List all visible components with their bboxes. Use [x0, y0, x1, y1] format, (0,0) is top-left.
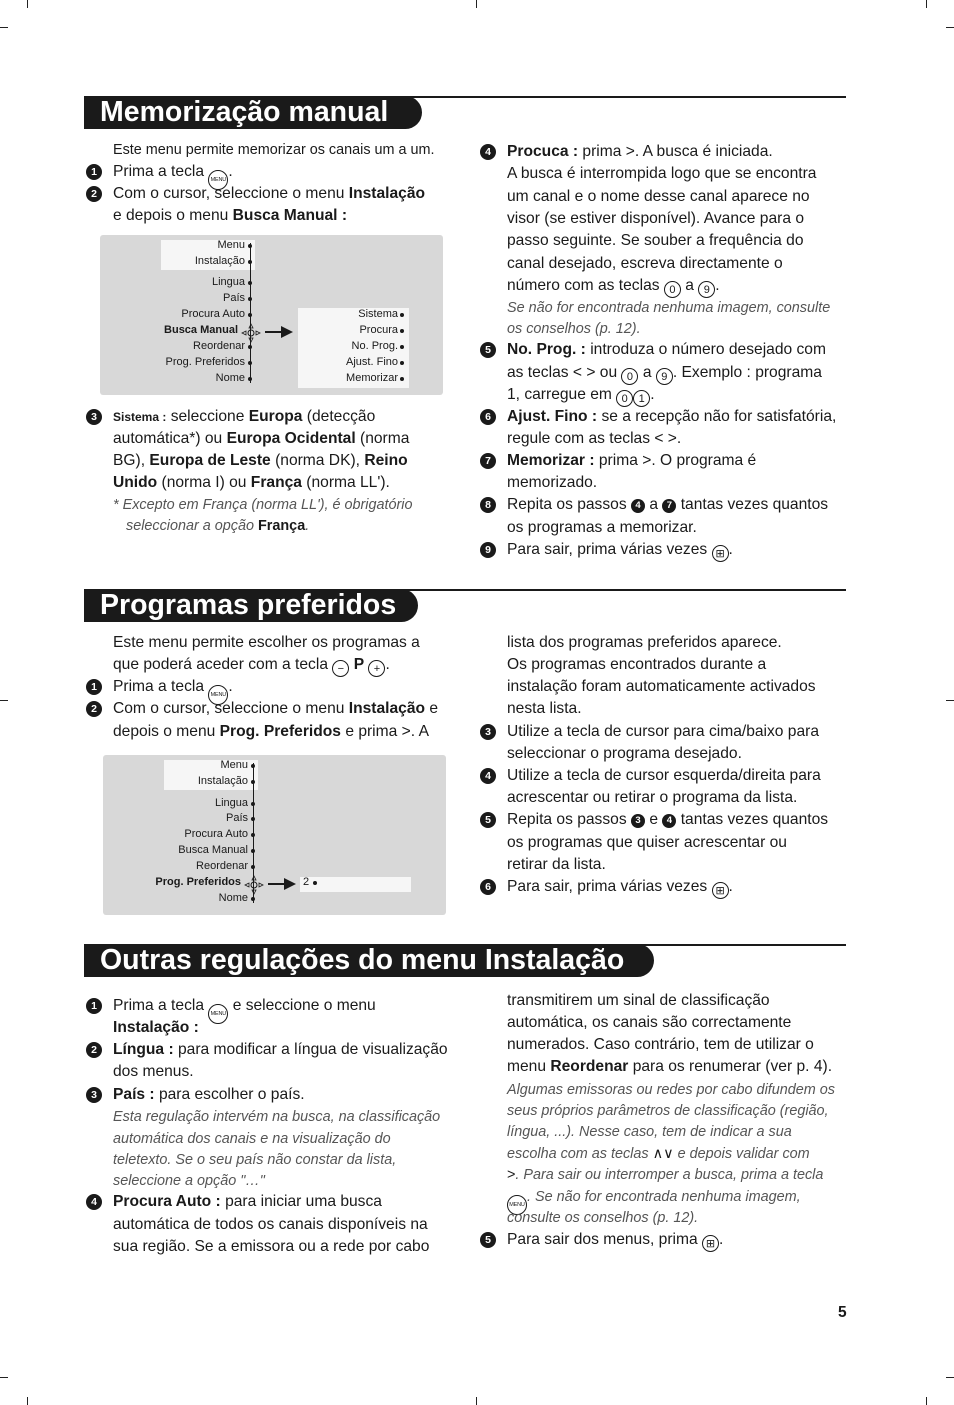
- menu-dot: [251, 833, 255, 837]
- right-line2: Os programas encontrados durante a: [507, 656, 767, 673]
- menu-header-item: Instalação: [197, 775, 248, 787]
- text: introduza o número desejado com: [590, 341, 826, 358]
- step-4-line7: [507, 275, 720, 298]
- text: Para sair dos menus, prima: [507, 1231, 698, 1248]
- step-number: 3: [480, 724, 496, 740]
- digit-key-icon: 0: [616, 390, 633, 407]
- right-line1: lista dos programas preferidos aparece.: [507, 634, 782, 651]
- text: a: [649, 496, 658, 513]
- right-line4: nesta lista.: [507, 700, 582, 717]
- intro-line2: [113, 654, 390, 677]
- menu-dot: [251, 897, 255, 901]
- bold-term: Reordenar: [550, 1058, 629, 1075]
- cursor-cross-icon: [244, 875, 264, 895]
- crop-mark: [0, 700, 8, 701]
- intro-line1: Este menu permite escolher os programas a: [113, 634, 420, 651]
- text: depois o menu: [113, 723, 216, 740]
- menu-dot: [251, 849, 255, 853]
- step-3-line1: [113, 406, 375, 428]
- step-5-line3: retirar da lista.: [507, 856, 606, 873]
- punct: .: [385, 656, 390, 673]
- text: que poderá aceder com a tecla: [113, 656, 328, 673]
- right-line1: transmitirem um sinal de classificação: [507, 992, 770, 1009]
- text: as teclas: [507, 364, 569, 381]
- footnote: * Excepto em França (norma LL'), é obrigatório: [113, 497, 413, 513]
- text: (detecção: [306, 408, 376, 425]
- step-6-line1: [507, 406, 836, 428]
- menu-dot: [313, 881, 317, 885]
- text: e: [429, 700, 439, 717]
- text: e depois validar com: [677, 1146, 810, 1162]
- menu-screen-busca-manual: [100, 235, 443, 395]
- text: automática*) ou: [113, 430, 223, 447]
- menu-dot: [248, 377, 252, 381]
- note-line7: consulte os conselhos (p. 12).: [507, 1210, 699, 1226]
- step-4-line3: sua região. Se a emissora ou a rede por cabo: [113, 1238, 430, 1255]
- crop-mark: [946, 1377, 954, 1378]
- menu-dot: [248, 244, 252, 248]
- digit-key-icon: 9: [698, 281, 715, 298]
- note-line5: [507, 1164, 823, 1186]
- step-4-line3: um canal e o nome desse canal aparece no: [507, 188, 810, 205]
- bold-term: Reino: [364, 452, 408, 469]
- page-number: 5: [838, 1304, 847, 1321]
- step-number: 4: [480, 768, 496, 784]
- arrow-right-icon: [268, 878, 296, 890]
- menu-key-icon: MENU: [208, 170, 228, 190]
- menu-item: País: [222, 292, 245, 304]
- text: Repita os passos: [507, 496, 627, 513]
- step-number: 4: [480, 144, 496, 160]
- right-line4: [507, 1056, 832, 1078]
- note-line2: seus próprios parâmetros de classificação (região,: [507, 1103, 829, 1119]
- left-right-keys-icon: < >: [654, 430, 677, 447]
- text: escolha com as teclas: [507, 1146, 649, 1162]
- up-down-keys-icon: ∧∨: [652, 1146, 674, 1162]
- step-2-line2: [113, 721, 429, 743]
- text: (norma I) ou: [161, 474, 247, 491]
- preferred-value: 2: [303, 876, 310, 888]
- menu-item: Procura Auto: [184, 828, 248, 840]
- text: e prima: [345, 723, 398, 740]
- text: Para sair, prima várias vezes: [507, 541, 708, 558]
- p-key-label: P: [353, 656, 365, 673]
- punct: .: [728, 878, 733, 895]
- step-text: Prima a tecla: [113, 163, 204, 180]
- label: Ajust. Fino :: [507, 408, 598, 425]
- menu-dot: [248, 260, 252, 264]
- menu-dot: [248, 281, 252, 285]
- step-4-line5: passo seguinte. Se souber a frequência do: [507, 232, 804, 249]
- text: (norma LL').: [306, 474, 390, 491]
- arrow-right-icon: [265, 326, 293, 338]
- note-line3: língua, ...). Nesse caso, tem de indicar a sua: [507, 1124, 792, 1140]
- step-2-line1: [113, 1039, 448, 1061]
- digit-key-icon: 0: [664, 281, 681, 298]
- text: tantas vezes quantos: [680, 811, 829, 828]
- text: e: [649, 811, 658, 828]
- step-4-line2: A busca é interrompida logo que se encontra: [507, 165, 817, 182]
- menu-item: Prog. Preferidos: [165, 356, 245, 368]
- step-2-line2: dos menus.: [113, 1063, 194, 1080]
- menu-item: Nome: [218, 892, 248, 904]
- text: . Para sair ou interromper a busca, prima a tecla: [515, 1167, 824, 1183]
- menu-item-selected: Busca Manual: [164, 324, 238, 336]
- text: Com o cursor, seleccione o menu: [113, 700, 345, 717]
- step-number: 1: [86, 679, 102, 695]
- minus-key-icon: −: [332, 660, 349, 677]
- menu-item: País: [225, 812, 248, 824]
- submenu-item: No. Prog.: [351, 340, 398, 352]
- text: . A busca é iniciada.: [634, 143, 773, 160]
- text: tantas vezes quantos: [680, 496, 829, 513]
- submenu-item: Ajust. Fino: [346, 356, 398, 368]
- menu-dot: [400, 329, 404, 333]
- exit-key-icon: ⊞: [712, 545, 729, 562]
- step-ref-icon: 4: [631, 499, 645, 513]
- step-1-line2: Instalação :: [113, 1019, 199, 1036]
- exit-key-icon: ⊞: [702, 1235, 719, 1252]
- crop-mark: [27, 1397, 28, 1405]
- menu-header-item: Instalação: [194, 255, 245, 267]
- menu-dot: [248, 297, 252, 301]
- bold-term: Busca Manual :: [232, 207, 348, 224]
- text: . Se não for encontrada nenhuma imagem,: [527, 1189, 801, 1205]
- step-5-line1: [507, 339, 826, 361]
- step-number: 1: [86, 164, 102, 180]
- text: Com o cursor, seleccione o menu: [113, 185, 345, 202]
- text: 1, carregue em: [507, 386, 612, 403]
- label: Procura Auto :: [113, 1193, 221, 1210]
- punct: .: [228, 163, 233, 180]
- step-3-line3: [113, 450, 408, 472]
- note-line4: [507, 1143, 810, 1165]
- right-key-icon: >: [625, 143, 635, 160]
- text: Para sair, prima várias vezes: [507, 878, 708, 895]
- bold-term: Instalação: [348, 700, 426, 717]
- menu-dot: [400, 361, 404, 365]
- bold-term: Prog. Preferidos: [219, 723, 341, 740]
- menu-dot: [400, 313, 404, 317]
- footnote-line2: [126, 515, 309, 537]
- step-5-line2: [507, 362, 822, 385]
- step-4-line1: [113, 1191, 382, 1213]
- text: prima: [598, 452, 638, 469]
- menu-key-icon: MENU: [507, 1195, 527, 1215]
- text: a: [685, 277, 694, 294]
- menu-item: Busca Manual: [178, 844, 248, 856]
- step-3-line2: seleccionar o programa desejado.: [507, 745, 742, 762]
- step-ref-icon: 3: [631, 814, 645, 828]
- step-3-note3: teletexto. Se o seu país não constar da lista,: [113, 1152, 397, 1168]
- text: (norma DK),: [275, 452, 360, 469]
- crop-mark: [476, 0, 477, 8]
- step-3-line4: [113, 472, 390, 494]
- bold-term: Instalação: [348, 185, 426, 202]
- text: seleccionar a opção: [126, 518, 254, 534]
- menu-item: Lingua: [214, 797, 248, 809]
- step-number: 9: [480, 542, 496, 558]
- cursor-cross-icon: [241, 323, 261, 343]
- right-line3: instalação foram automaticamente activados: [507, 678, 816, 695]
- punct: .: [305, 518, 310, 534]
- menu-item-selected: Prog. Preferidos: [155, 876, 241, 888]
- text: regule com as teclas: [507, 430, 651, 447]
- step-7-line1: [507, 450, 756, 472]
- step-number: 1: [86, 998, 102, 1014]
- plus-key-icon: +: [368, 660, 385, 677]
- menu-dot: [400, 377, 404, 381]
- step-3-note2: automática dos canais e na visualização do: [113, 1131, 391, 1147]
- step-9-text: [507, 539, 733, 562]
- step-2-line1: [113, 183, 425, 205]
- step-4-line4: visor (se estiver disponível). Avance para o: [507, 210, 805, 227]
- step-number: 5: [480, 812, 496, 828]
- text: Repita os passos: [507, 811, 627, 828]
- exit-key-icon: ⊞: [712, 882, 729, 899]
- label: Procuca :: [507, 143, 579, 160]
- menu-header-item: Menu: [220, 759, 248, 771]
- text: para modificar a língua de visualização: [177, 1041, 448, 1058]
- step-5-text: [507, 1229, 723, 1252]
- bold-term: Europa Ocidental: [226, 430, 356, 447]
- menu-item: Procura Auto: [181, 308, 245, 320]
- step-6-line2: [507, 428, 681, 450]
- step-number: 3: [86, 1087, 102, 1103]
- section-title-preferidos: Programas preferidos: [84, 589, 418, 622]
- text: Prima a tecla: [113, 997, 204, 1014]
- menu-dot: [248, 361, 252, 365]
- digit-key-icon: 1: [633, 390, 650, 407]
- step-4-line2: automática de todos os canais disponíveis na: [113, 1216, 428, 1233]
- crop-mark: [0, 27, 8, 28]
- menu-dot: [248, 345, 252, 349]
- step-4-line1: Utilize a tecla de cursor esquerda/direita para: [507, 767, 821, 784]
- menu-dot: [251, 865, 255, 869]
- step-number: 5: [480, 342, 496, 358]
- crop-mark: [946, 700, 954, 701]
- text: para escolher o país.: [158, 1086, 305, 1103]
- step-number: 5: [480, 1232, 496, 1248]
- step-8-line2: os programas a memorizar.: [507, 519, 697, 536]
- step-number: 4: [86, 1194, 102, 1210]
- bold-term: Europa: [248, 408, 303, 425]
- punct: .: [228, 678, 233, 695]
- right-key-icon: >: [507, 1167, 516, 1183]
- step-8-line1: [507, 494, 828, 516]
- submenu-item: Memorizar: [346, 372, 398, 384]
- step-ref-icon: 7: [662, 499, 676, 513]
- step-3-line2: [113, 428, 409, 450]
- step-3-note4: seleccione a opção "…": [113, 1173, 265, 1189]
- text: para os renumerar (ver p. 4).: [632, 1058, 833, 1075]
- left-right-keys-icon: < >: [572, 364, 596, 381]
- text: seleccione: [170, 408, 245, 425]
- step-2-line1: [113, 698, 438, 720]
- punct: .: [719, 1231, 724, 1248]
- step-4-line1: [507, 141, 773, 163]
- menu-item: Lingua: [211, 276, 245, 288]
- step-number: 2: [86, 1042, 102, 1058]
- section-title-memorizacao: Memorização manual: [84, 96, 422, 129]
- crop-mark: [0, 1377, 8, 1378]
- right-line3: numerados. Caso contrário, tem de utilizar o: [507, 1036, 814, 1053]
- step-5-line3: [507, 384, 655, 407]
- text: para iniciar uma busca: [225, 1193, 382, 1210]
- step-4-line2: acrescentar ou retirar o programa da lista.: [507, 789, 798, 806]
- text: . A: [410, 723, 429, 740]
- label: No. Prog. :: [507, 341, 586, 358]
- menu-key-icon: MENU: [208, 1004, 228, 1024]
- bold-term: França: [258, 518, 306, 534]
- text: prima: [582, 143, 622, 160]
- menu-item: Reordenar: [193, 340, 245, 352]
- step-number: 8: [480, 497, 496, 513]
- menu-dot: [400, 345, 404, 349]
- step-number: 7: [480, 453, 496, 469]
- step-number: 3: [86, 409, 102, 425]
- crop-mark: [946, 27, 954, 28]
- right-line2: automática, os canais são correctamente: [507, 1014, 792, 1031]
- step-4-note1: Se não for encontrada nenhuma imagem, consulte: [507, 300, 831, 316]
- step-6-text: [507, 876, 733, 899]
- punct: .: [676, 430, 682, 447]
- menu-item: Reordenar: [196, 860, 248, 872]
- menu-header-item: Menu: [217, 239, 245, 251]
- note-line1: Algumas emissoras ou redes por cabo difundem os: [507, 1082, 835, 1098]
- submenu-item: Procura: [359, 324, 398, 336]
- text: Prima a tecla: [113, 678, 204, 695]
- intro-text: Este menu permite memorizar os canais um a um.: [113, 142, 435, 158]
- step-3-line1: [113, 1084, 305, 1106]
- label: Língua :: [113, 1041, 174, 1058]
- punct: .: [728, 541, 733, 558]
- text: a: [642, 364, 652, 381]
- section-title-outras: Outras regulações do menu Instalação: [84, 944, 654, 977]
- menu-dot: [248, 313, 252, 317]
- step-number: 6: [480, 409, 496, 425]
- step-2-line2: [113, 205, 347, 227]
- step-4-note2: os conselhos (p. 12).: [507, 321, 641, 337]
- menu-dot: [251, 764, 255, 768]
- step-ref-icon: 4: [662, 814, 676, 828]
- crop-mark: [926, 0, 927, 8]
- step-3-line1: Utilize a tecla de cursor para cima/baixo para: [507, 723, 820, 740]
- step-number: 2: [86, 701, 102, 717]
- label: País :: [113, 1086, 155, 1103]
- right-key-icon: >: [401, 723, 411, 740]
- punct: .: [715, 277, 720, 294]
- step-number: 2: [86, 186, 102, 202]
- crop-mark: [926, 1397, 927, 1405]
- bold-term: Unido: [113, 474, 158, 491]
- menu-item: Nome: [215, 372, 245, 384]
- text: . O programa é: [651, 452, 757, 469]
- menu-dot: [251, 802, 255, 806]
- label: Memorizar :: [507, 452, 595, 469]
- submenu-item: Sistema: [358, 308, 398, 320]
- step-5-line2: os programas que quiser acrescentar ou: [507, 834, 787, 851]
- menu-dot: [251, 817, 255, 821]
- text: menu: [507, 1058, 547, 1075]
- text: ou: [599, 364, 618, 381]
- label: Sistema :: [113, 410, 167, 424]
- step-7-line2: memorizado.: [507, 474, 598, 491]
- step-number: 6: [480, 879, 496, 895]
- submenu-panel: [300, 877, 411, 892]
- menu-dot: [251, 780, 255, 784]
- crop-mark: [27, 0, 28, 8]
- step-5-line1: [507, 809, 828, 831]
- text: número com as teclas: [507, 277, 660, 294]
- bold-term: França: [250, 474, 302, 491]
- digit-key-icon: 9: [656, 368, 673, 385]
- step-3-note1: Esta regulação intervém na busca, na classificação: [113, 1109, 441, 1125]
- text: (norma: [360, 430, 410, 447]
- crop-mark: [476, 1397, 477, 1405]
- text: e seleccione o menu: [232, 997, 376, 1014]
- menu-key-icon: MENU: [208, 685, 228, 705]
- text: se a recepção não for satisfatória,: [601, 408, 837, 425]
- text: . Exemplo : programa: [672, 364, 822, 381]
- punct: .: [650, 386, 655, 403]
- text: BG),: [113, 452, 146, 469]
- step-4-line6: canal desejado, escreva directamente o: [507, 255, 783, 272]
- right-key-icon: >: [642, 452, 652, 469]
- digit-key-icon: 0: [621, 368, 638, 385]
- bold-term: Europa de Leste: [149, 452, 271, 469]
- menu-screen-prog-preferidos: [103, 755, 446, 915]
- text: e depois o menu: [113, 207, 229, 224]
